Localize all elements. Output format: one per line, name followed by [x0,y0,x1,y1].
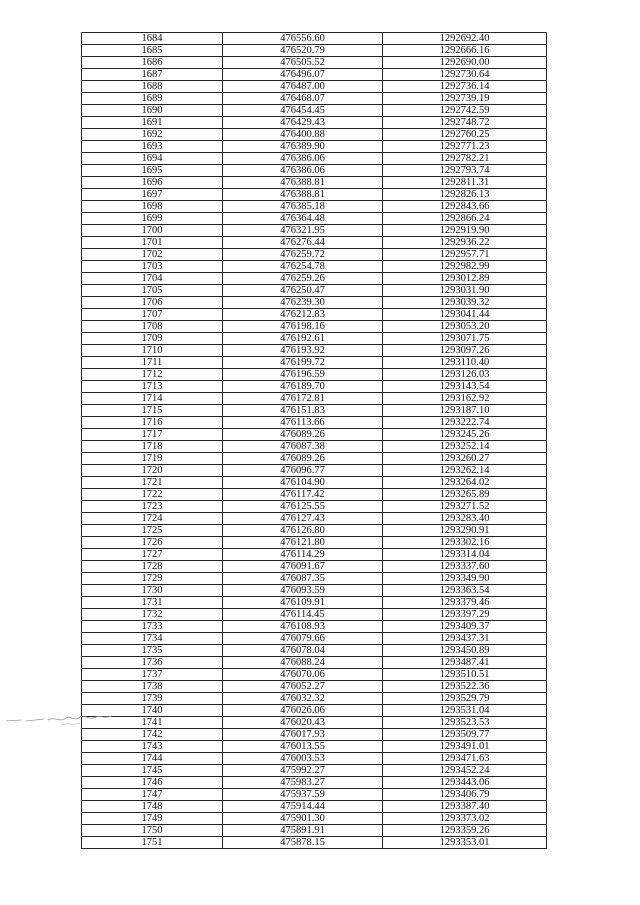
point-number-cell: 1704 [82,273,223,285]
table-row [82,537,547,549]
point-number-cell: 1703 [82,261,223,273]
x-coordinate-cell: 476388.81 [223,189,383,201]
x-coordinate-cell: 476091.67 [223,561,383,573]
table-row [82,297,547,309]
point-number-cell: 1684 [82,33,223,45]
y-coordinate-cell: 1292748.72 [383,117,547,129]
point-number-cell: 1717 [82,429,223,441]
table-row [82,177,547,189]
table-row [82,417,547,429]
table-row [82,693,547,705]
x-coordinate-cell: 476096.77 [223,465,383,477]
y-coordinate-cell: 1293071.75 [383,333,547,345]
point-number-cell: 1685 [82,45,223,57]
x-coordinate-cell: 475891.91 [223,825,383,837]
table-row [82,597,547,609]
point-number-cell: 1711 [82,357,223,369]
y-coordinate-cell: 1293245.26 [383,429,547,441]
y-coordinate-cell: 1293397.29 [383,609,547,621]
y-coordinate-cell: 1293353.01 [383,837,547,849]
table-row [82,381,547,393]
table-row [82,57,547,69]
point-number-cell: 1736 [82,657,223,669]
y-coordinate-cell: 1292919.90 [383,225,547,237]
x-coordinate-cell: 476364.48 [223,213,383,225]
x-coordinate-cell: 476017.93 [223,729,383,741]
y-coordinate-cell: 1293452.24 [383,765,547,777]
point-number-cell: 1693 [82,141,223,153]
x-coordinate-cell: 476013.55 [223,741,383,753]
table-row [82,201,547,213]
x-coordinate-cell: 476198.16 [223,321,383,333]
x-coordinate-cell: 476487.00 [223,81,383,93]
table-row [82,513,547,525]
x-coordinate-cell: 476032.32 [223,693,383,705]
y-coordinate-cell: 1293053.20 [383,321,547,333]
y-coordinate-cell: 1293262.14 [383,465,547,477]
table-row [82,573,547,585]
table-row [82,213,547,225]
coordinate-table-body [82,33,547,849]
y-coordinate-cell: 1292782.21 [383,153,547,165]
table-row [82,609,547,621]
table-row [82,549,547,561]
point-number-cell: 1726 [82,537,223,549]
y-coordinate-cell: 1293039.32 [383,297,547,309]
x-coordinate-cell: 476020.43 [223,717,383,729]
table-row [82,261,547,273]
y-coordinate-cell: 1293302.16 [383,537,547,549]
y-coordinate-cell: 1293271.52 [383,501,547,513]
x-coordinate-cell: 476089.26 [223,453,383,465]
table-row [82,489,547,501]
handwritten-signature [4,707,116,729]
x-coordinate-cell: 475901.30 [223,813,383,825]
point-number-cell: 1739 [82,693,223,705]
x-coordinate-cell: 476172.81 [223,393,383,405]
y-coordinate-cell: 1292771.23 [383,141,547,153]
point-number-cell: 1692 [82,129,223,141]
y-coordinate-cell: 1293097.26 [383,345,547,357]
point-number-cell: 1721 [82,477,223,489]
table-row [82,393,547,405]
x-coordinate-cell: 476259.72 [223,249,383,261]
point-number-cell: 1745 [82,765,223,777]
table-row [82,705,547,717]
point-number-cell: 1701 [82,237,223,249]
x-coordinate-cell: 475937.59 [223,789,383,801]
table-row [82,93,547,105]
point-number-cell: 1719 [82,453,223,465]
y-coordinate-cell: 1293337.60 [383,561,547,573]
table-row [82,237,547,249]
x-coordinate-cell: 476070.06 [223,669,383,681]
table-row [82,405,547,417]
y-coordinate-cell: 1293443.06 [383,777,547,789]
table-row [82,813,547,825]
x-coordinate-cell: 476505.52 [223,57,383,69]
table-row [82,717,547,729]
table-row [82,429,547,441]
y-coordinate-cell: 1292692.40 [383,33,547,45]
y-coordinate-cell: 1292760.25 [383,129,547,141]
y-coordinate-cell: 1293260.27 [383,453,547,465]
point-number-cell: 1686 [82,57,223,69]
point-number-cell: 1734 [82,633,223,645]
x-coordinate-cell: 476126.80 [223,525,383,537]
x-coordinate-cell: 476196.59 [223,369,383,381]
point-number-cell: 1743 [82,741,223,753]
x-coordinate-cell: 476199.72 [223,357,383,369]
table-row [82,357,547,369]
x-coordinate-cell: 476388.81 [223,177,383,189]
x-coordinate-cell: 476254.78 [223,261,383,273]
x-coordinate-cell: 476496.07 [223,69,383,81]
x-coordinate-cell: 476239.30 [223,297,383,309]
x-coordinate-cell: 476114.45 [223,609,383,621]
coordinate-table-container [81,32,546,849]
table-row [82,669,547,681]
x-coordinate-cell: 476192.61 [223,333,383,345]
x-coordinate-cell: 476276.44 [223,237,383,249]
x-coordinate-cell: 476429.43 [223,117,383,129]
y-coordinate-cell: 1293406.79 [383,789,547,801]
x-coordinate-cell: 476104.90 [223,477,383,489]
y-coordinate-cell: 1292826.13 [383,189,547,201]
y-coordinate-cell: 1293283.40 [383,513,547,525]
y-coordinate-cell: 1293110.40 [383,357,547,369]
point-number-cell: 1715 [82,405,223,417]
point-number-cell: 1750 [82,825,223,837]
x-coordinate-cell: 476108.93 [223,621,383,633]
table-row [82,585,547,597]
y-coordinate-cell: 1293031.90 [383,285,547,297]
table-row [82,561,547,573]
point-number-cell: 1710 [82,345,223,357]
point-number-cell: 1713 [82,381,223,393]
table-row [82,285,547,297]
point-number-cell: 1724 [82,513,223,525]
point-number-cell: 1699 [82,213,223,225]
y-coordinate-cell: 1292866.24 [383,213,547,225]
point-number-cell: 1732 [82,609,223,621]
y-coordinate-cell: 1292666.16 [383,45,547,57]
table-row [82,105,547,117]
x-coordinate-cell: 476151.83 [223,405,383,417]
point-number-cell: 1728 [82,561,223,573]
point-number-cell: 1722 [82,489,223,501]
table-row [82,801,547,813]
x-coordinate-cell: 476117.42 [223,489,383,501]
x-coordinate-cell: 476212.83 [223,309,383,321]
y-coordinate-cell: 1293522.36 [383,681,547,693]
x-coordinate-cell: 476193.92 [223,345,383,357]
table-row [82,309,547,321]
x-coordinate-cell: 475983.27 [223,777,383,789]
point-number-cell: 1716 [82,417,223,429]
table-row [82,117,547,129]
table-row [82,129,547,141]
y-coordinate-cell: 1292730.64 [383,69,547,81]
table-row [82,273,547,285]
point-number-cell: 1746 [82,777,223,789]
point-number-cell: 1751 [82,837,223,849]
y-coordinate-cell: 1292793.74 [383,165,547,177]
table-row [82,33,547,45]
y-coordinate-cell: 1293471.63 [383,753,547,765]
point-number-cell: 1725 [82,525,223,537]
table-row [82,153,547,165]
y-coordinate-cell: 1292957.71 [383,249,547,261]
y-coordinate-cell: 1293523.53 [383,717,547,729]
table-row [82,333,547,345]
point-number-cell: 1700 [82,225,223,237]
point-number-cell: 1712 [82,369,223,381]
x-coordinate-cell: 476556.60 [223,33,383,45]
point-number-cell: 1720 [82,465,223,477]
point-number-cell: 1706 [82,297,223,309]
x-coordinate-cell: 476026.06 [223,705,383,717]
table-row [82,633,547,645]
x-coordinate-cell: 476385.18 [223,201,383,213]
x-coordinate-cell: 476078.04 [223,645,383,657]
x-coordinate-cell: 476109.91 [223,597,383,609]
table-row [82,753,547,765]
table-row [82,81,547,93]
point-number-cell: 1747 [82,789,223,801]
point-number-cell: 1709 [82,333,223,345]
table-row [82,249,547,261]
x-coordinate-cell: 476089.26 [223,429,383,441]
point-number-cell: 1740 [82,705,223,717]
coordinate-table [81,32,547,849]
x-coordinate-cell: 476386.06 [223,153,383,165]
x-coordinate-cell: 476113.66 [223,417,383,429]
point-number-cell: 1744 [82,753,223,765]
x-coordinate-cell: 476114.29 [223,549,383,561]
y-coordinate-cell: 1293349.90 [383,573,547,585]
table-row [82,501,547,513]
table-row [82,657,547,669]
point-number-cell: 1697 [82,189,223,201]
y-coordinate-cell: 1293387.40 [383,801,547,813]
table-row [82,465,547,477]
point-number-cell: 1689 [82,93,223,105]
table-row [82,453,547,465]
y-coordinate-cell: 1293290.91 [383,525,547,537]
x-coordinate-cell: 476189.70 [223,381,383,393]
table-row [82,681,547,693]
y-coordinate-cell: 1293363.54 [383,585,547,597]
table-row [82,525,547,537]
y-coordinate-cell: 1293529.79 [383,693,547,705]
point-number-cell: 1696 [82,177,223,189]
point-number-cell: 1688 [82,81,223,93]
point-number-cell: 1705 [82,285,223,297]
point-number-cell: 1733 [82,621,223,633]
point-number-cell: 1729 [82,573,223,585]
point-number-cell: 1718 [82,441,223,453]
x-coordinate-cell: 476121.80 [223,537,383,549]
table-row [82,621,547,633]
point-number-cell: 1738 [82,681,223,693]
y-coordinate-cell: 1293012.89 [383,273,547,285]
y-coordinate-cell: 1293373.02 [383,813,547,825]
y-coordinate-cell: 1293379.46 [383,597,547,609]
table-row [82,645,547,657]
point-number-cell: 1742 [82,729,223,741]
x-coordinate-cell: 476093.59 [223,585,383,597]
table-row [82,789,547,801]
x-coordinate-cell: 476127.43 [223,513,383,525]
x-coordinate-cell: 476259.26 [223,273,383,285]
point-number-cell: 1737 [82,669,223,681]
x-coordinate-cell: 476454.45 [223,105,383,117]
x-coordinate-cell: 476079.66 [223,633,383,645]
y-coordinate-cell: 1292936.22 [383,237,547,249]
x-coordinate-cell: 476087.35 [223,573,383,585]
point-number-cell: 1735 [82,645,223,657]
y-coordinate-cell: 1293126.03 [383,369,547,381]
point-number-cell: 1723 [82,501,223,513]
x-coordinate-cell: 476520.79 [223,45,383,57]
x-coordinate-cell: 475992.27 [223,765,383,777]
table-row [82,825,547,837]
table-row [82,369,547,381]
point-number-cell: 1702 [82,249,223,261]
y-coordinate-cell: 1293531.04 [383,705,547,717]
y-coordinate-cell: 1293264.02 [383,477,547,489]
x-coordinate-cell: 476389.90 [223,141,383,153]
table-row [82,345,547,357]
y-coordinate-cell: 1293314.04 [383,549,547,561]
point-number-cell: 1690 [82,105,223,117]
y-coordinate-cell: 1293359.26 [383,825,547,837]
table-row [82,477,547,489]
y-coordinate-cell: 1293409.37 [383,621,547,633]
y-coordinate-cell: 1293162.92 [383,393,547,405]
point-number-cell: 1731 [82,597,223,609]
y-coordinate-cell: 1292739.19 [383,93,547,105]
point-number-cell: 1714 [82,393,223,405]
point-number-cell: 1698 [82,201,223,213]
x-coordinate-cell: 476250.47 [223,285,383,297]
point-number-cell: 1694 [82,153,223,165]
table-row [82,45,547,57]
point-number-cell: 1748 [82,801,223,813]
table-row [82,765,547,777]
point-number-cell: 1749 [82,813,223,825]
point-number-cell: 1741 [82,717,223,729]
y-coordinate-cell: 1292736.14 [383,81,547,93]
point-number-cell: 1727 [82,549,223,561]
point-number-cell: 1730 [82,585,223,597]
x-coordinate-cell: 476321.95 [223,225,383,237]
y-coordinate-cell: 1292690.00 [383,57,547,69]
y-coordinate-cell: 1293265.89 [383,489,547,501]
y-coordinate-cell: 1293450.89 [383,645,547,657]
point-number-cell: 1687 [82,69,223,81]
y-coordinate-cell: 1293509.77 [383,729,547,741]
y-coordinate-cell: 1293510.51 [383,669,547,681]
table-row [82,225,547,237]
point-number-cell: 1707 [82,309,223,321]
x-coordinate-cell: 475914.44 [223,801,383,813]
y-coordinate-cell: 1293487.41 [383,657,547,669]
y-coordinate-cell: 1293187.10 [383,405,547,417]
x-coordinate-cell: 476125.55 [223,501,383,513]
x-coordinate-cell: 476386.06 [223,165,383,177]
table-row [82,141,547,153]
y-coordinate-cell: 1292982.99 [383,261,547,273]
point-number-cell: 1708 [82,321,223,333]
x-coordinate-cell: 476087.38 [223,441,383,453]
table-row [82,69,547,81]
x-coordinate-cell: 476052.27 [223,681,383,693]
table-row [82,777,547,789]
table-row [82,321,547,333]
y-coordinate-cell: 1292742.59 [383,105,547,117]
table-row [82,729,547,741]
y-coordinate-cell: 1293143.54 [383,381,547,393]
point-number-cell: 1695 [82,165,223,177]
x-coordinate-cell: 475878.15 [223,837,383,849]
x-coordinate-cell: 476088.24 [223,657,383,669]
table-row [82,165,547,177]
y-coordinate-cell: 1292843.66 [383,201,547,213]
x-coordinate-cell: 476400.88 [223,129,383,141]
table-row [82,441,547,453]
y-coordinate-cell: 1292811.31 [383,177,547,189]
y-coordinate-cell: 1293041.44 [383,309,547,321]
y-coordinate-cell: 1293437.31 [383,633,547,645]
table-row [82,837,547,849]
y-coordinate-cell: 1293252.14 [383,441,547,453]
point-number-cell: 1691 [82,117,223,129]
table-row [82,741,547,753]
table-row [82,189,547,201]
y-coordinate-cell: 1293222.74 [383,417,547,429]
x-coordinate-cell: 476468.07 [223,93,383,105]
y-coordinate-cell: 1293491.01 [383,741,547,753]
x-coordinate-cell: 476003.53 [223,753,383,765]
